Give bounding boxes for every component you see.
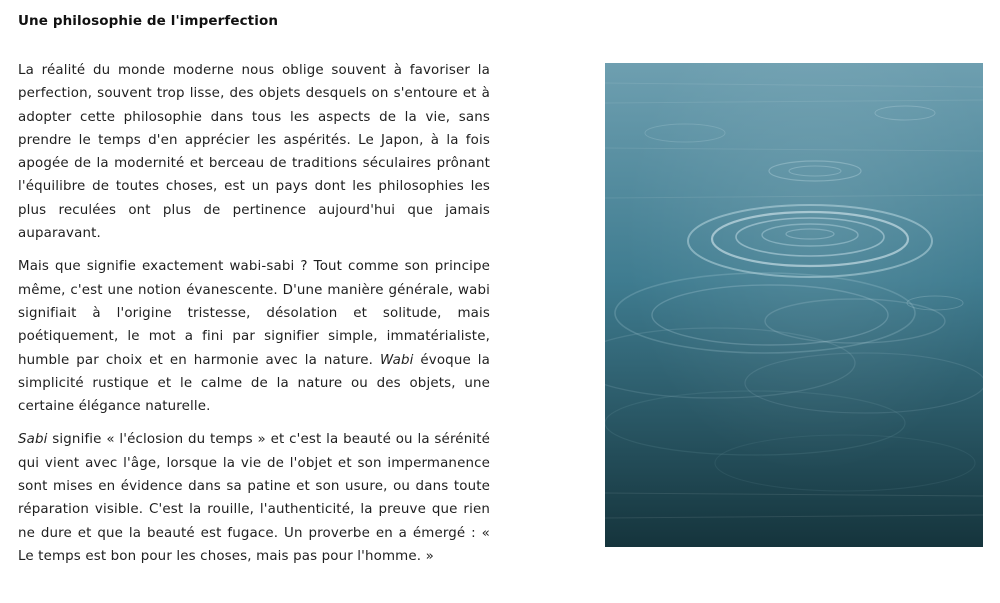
- paragraph-sabi: [18, 428, 490, 568]
- paragraph-intro: [18, 59, 490, 245]
- water-ripples-photo: [605, 63, 983, 547]
- paragraph-text: Mais que signifie exactement wabi-sabi ? Tout comme son principe même, c'est une notion évanescente. D'une manière générale, wabi signifiait à l'origine tristesse, désolation et solitude, mais poétiquement, le mot a fini par signifier simple, immatérialiste, humble par choix et en harmonie avec la nature.: [18, 259, 490, 368]
- water-ripples-illustration: [605, 63, 983, 547]
- article-body: [18, 59, 490, 578]
- paragraph-text: La réalité du monde moderne nous oblige souvent à favoriser la perfection, souvent trop lisse, des objets desquels on s'entoure et à adopter cette philosophie dans tous les aspects de la vie, sans prendre le temps d'en apprécier les aspérités. Le Japon, à la fois apogée de la modernité et berceau de traditions séculaires prônant l'équilibre de toutes choses, est un pays dont les philosophies les plus reculées ont plus de pertinence aujourd'hui que jamais auparavant.: [18, 63, 490, 242]
- paragraph-text: évoque la simplicité rustique et le calme de la nature ou des objets, une certaine élégance naturelle.: [18, 352, 490, 415]
- term-sabi: Sabi: [18, 432, 48, 448]
- term-wabi: Wabi: [379, 352, 414, 368]
- paragraph-text: signifie « l'éclosion du temps » et c'est la beauté ou la sérénité qui vient avec l'âge, lorsque la vie de l'objet et son impermanence sont mises en évidence dans sa patine et son usure, ou dans toute réparation visible. C'est la rouille, l'authenticité, la preuve que rien ne dure et que la beauté est fugace. Un proverbe en a émergé : « Le temps est bon pour les choses, mais pas pour l'homme. »: [18, 432, 490, 564]
- article-title: Une philosophie de l'imperfection: [18, 13, 279, 29]
- paragraph-wabi: [18, 255, 490, 418]
